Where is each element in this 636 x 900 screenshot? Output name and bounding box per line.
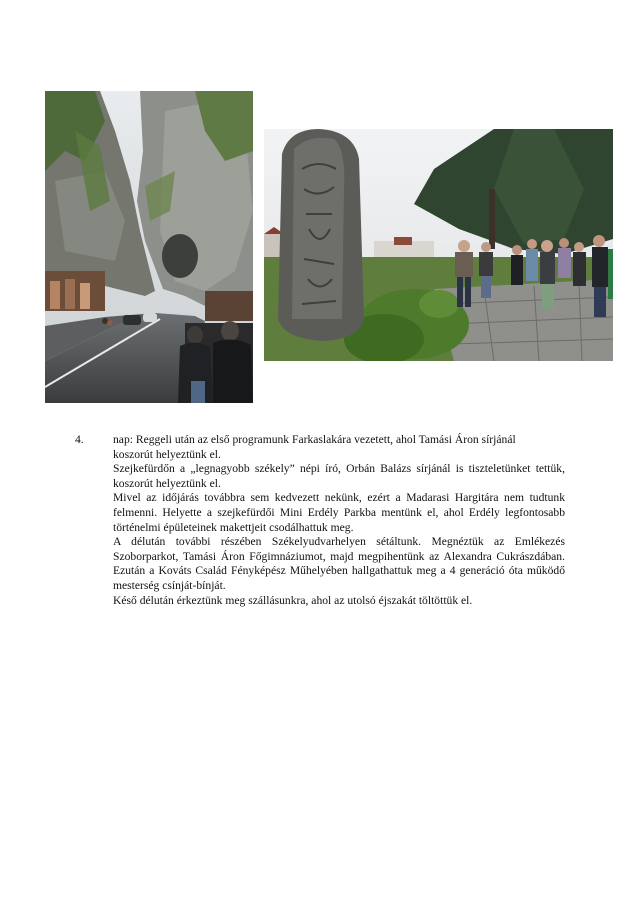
- day-four-text: [75, 433, 565, 608]
- paragraph-evening: Késő délután érkeztünk meg szállásunkra, ahol az utolsó éjszakát töltöttük el.: [113, 593, 473, 607]
- sculpture-park-photo: [264, 129, 613, 361]
- day-number: 4.: [75, 433, 84, 446]
- day-intro-continuation: koszorút helyeztünk el.: [113, 447, 221, 461]
- day-heading-line: [75, 433, 565, 448]
- paragraph-szekelyudvarhely: A délután további részében Székelyudvarhelyen sétáltunk. Megnéztük az Emlékezés Szoborparkot, Tamási Áron Főgimnáziumot, majd megpihentünk az Alexandra Cukrászdában. Ezután a Kováts Család Fényképész Műhelyében hallgathattuk meg a 4 generáció óta működő mesterség csínját-bínját.: [113, 535, 565, 592]
- gorge-road-photo: [45, 91, 253, 403]
- day-intro: nap: Reggeli után az első programunk Farkaslakára vezetett, ahol Tamási Áron sírjánál: [113, 433, 516, 446]
- paragraph-orban-balazs: Szejkefürdőn a „legnagyobb székely” népi író, Orbán Balázs sírjánál is tiszteletünket tettük, koszorút helyeztünk el.: [113, 462, 565, 490]
- paragraph-mini-erdely-park: Mivel az időjárás továbbra sem kedvezett nekünk, ezért a Madarasi Hargitára nem tudtunk felmenni. Helyette a szejkefürdői Mini Erdély Parkba mentünk el, ahol Erdély legfontosabb történelmi épületeinek makettjeit csodálhattuk meg.: [113, 491, 565, 534]
